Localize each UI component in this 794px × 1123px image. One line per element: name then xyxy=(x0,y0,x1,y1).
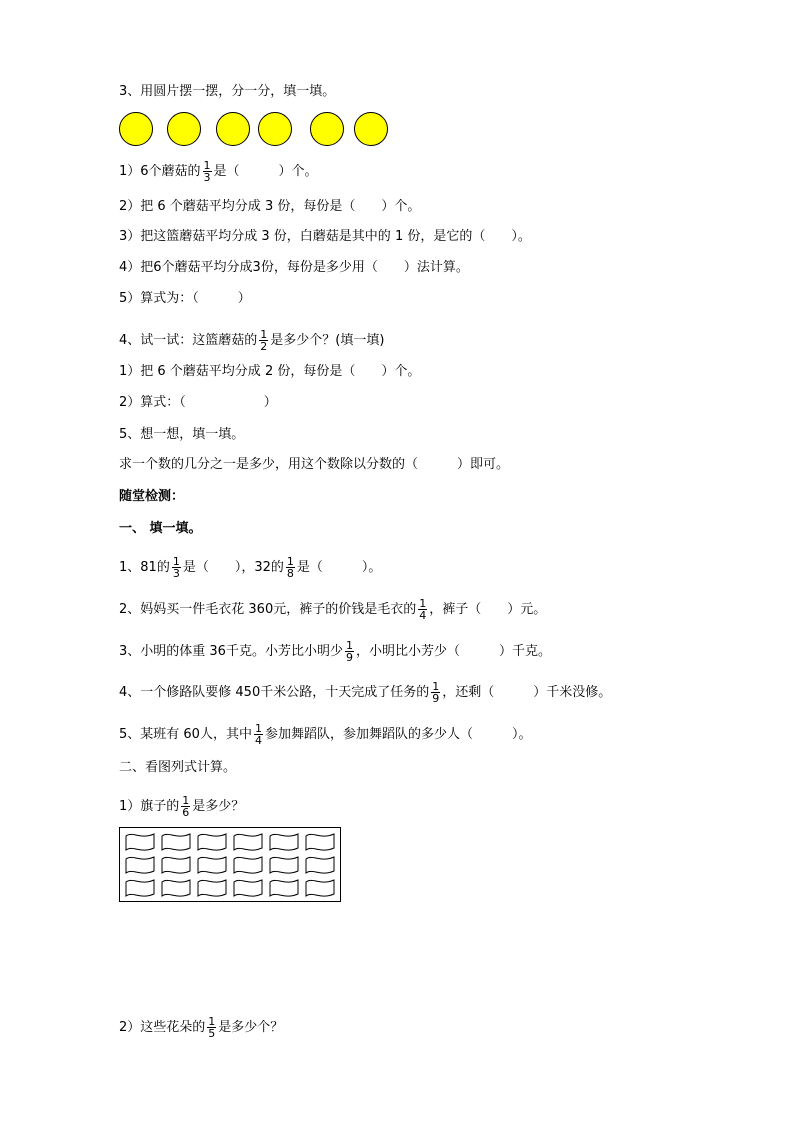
part1-title: 一、 填一填。 xyxy=(119,521,202,536)
circle-chip xyxy=(310,112,344,146)
fraction-denominator: 4 xyxy=(254,734,262,747)
fraction xyxy=(345,640,354,663)
q-text: 4、一个修路队要修 450千米公路，十天完成了任务的 xyxy=(119,685,430,700)
q-text: 是多少？ xyxy=(192,799,245,814)
circle-chip xyxy=(354,112,388,146)
q-text: 是（ ），32的 xyxy=(182,560,284,575)
section3-question-4: 4）把6个蘑菇平均分成3份，每份是多少用（ ）法计算。 xyxy=(119,260,469,275)
fraction-numerator: 1 xyxy=(182,794,190,807)
check-heading: 随堂检测： xyxy=(119,489,185,504)
flag-icon xyxy=(198,880,226,896)
flag-icon xyxy=(198,834,226,850)
fraction-denominator: 8 xyxy=(286,567,294,580)
q-text: 是（ ）。 xyxy=(296,560,382,575)
fraction-numerator: 1 xyxy=(203,159,211,172)
q-text: ，还剩（ ）千米没修。 xyxy=(442,685,612,700)
flag-icon xyxy=(234,834,262,850)
fraction xyxy=(254,723,263,746)
fraction xyxy=(259,329,268,352)
section4-question-1: 1）把 6 个蘑菇平均分成 2 份，每份是（ ）个。 xyxy=(119,364,421,379)
check-problem-1 xyxy=(119,556,381,579)
flags-picture xyxy=(119,827,341,902)
q-text: 是多少个？(填一填) xyxy=(270,333,385,348)
circle-chip xyxy=(216,112,250,146)
fraction xyxy=(207,1016,216,1039)
fraction-denominator: 3 xyxy=(172,567,180,580)
fraction xyxy=(172,556,181,579)
fraction-numerator: 1 xyxy=(208,1015,216,1028)
fraction xyxy=(431,681,440,704)
fraction-numerator: 1 xyxy=(172,555,180,568)
flag-icon xyxy=(162,880,190,896)
q-text: ，小明比小芳少（ ）千克。 xyxy=(355,644,551,659)
flag-icon xyxy=(198,857,226,873)
fraction-denominator: 9 xyxy=(345,651,353,664)
flag-icon xyxy=(126,857,154,873)
fraction-denominator: 5 xyxy=(208,1027,216,1040)
flowers-question xyxy=(119,1016,283,1039)
check-problem-3 xyxy=(119,640,551,663)
flag-icon xyxy=(162,834,190,850)
fraction-denominator: 2 xyxy=(260,340,268,353)
flag-icon xyxy=(234,857,262,873)
flag-icon xyxy=(234,880,262,896)
fraction-numerator: 1 xyxy=(345,639,353,652)
flag-icon xyxy=(126,880,154,896)
fraction-denominator: 9 xyxy=(432,692,440,705)
q-text: 2）这些花朵的 xyxy=(119,1020,206,1035)
q-text: 3、小明的体重 36千克。小芳比小明少 xyxy=(119,644,343,659)
section5-text: 求一个数的几分之一是多少，用这个数除以分数的（ ）即可。 xyxy=(119,457,510,472)
fraction-numerator: 1 xyxy=(254,722,262,735)
q-text: 2、妈妈买一件毛衣花 360元，裤子的价钱是毛衣的 xyxy=(119,602,417,617)
fraction xyxy=(203,160,212,183)
flag-icon xyxy=(306,857,334,873)
q-text: 1）旗子的 xyxy=(119,799,180,814)
flag-icon xyxy=(306,834,334,850)
section3-title: 3、用圆片摆一摆，分一分，填一填。 xyxy=(119,84,336,99)
q-text: 5、某班有 60人，其中 xyxy=(119,727,252,742)
flag-icon xyxy=(270,857,298,873)
section5-title: 5、想一想，填一填。 xyxy=(119,427,245,442)
flags-question xyxy=(119,795,244,818)
q-text: 1）6个蘑菇的 xyxy=(119,164,201,179)
fraction-numerator: 1 xyxy=(419,597,427,610)
section3-question-2: 2）把 6 个蘑菇平均分成 3 份，每份是（ ）个。 xyxy=(119,199,421,214)
fraction xyxy=(286,556,295,579)
flag-icon xyxy=(126,834,154,850)
q-text: ，裤子（ ）元。 xyxy=(429,602,547,617)
section3-question-1 xyxy=(119,160,318,183)
flag-icon xyxy=(270,880,298,896)
fraction-denominator: 3 xyxy=(203,171,211,184)
check-problem-2 xyxy=(119,598,546,621)
q-text: 是多少个？ xyxy=(218,1020,284,1035)
section3-question-5: 5）算式为：（ ） xyxy=(119,291,251,306)
circle-chip xyxy=(119,112,153,146)
circle-chip xyxy=(258,112,292,146)
circle-chip xyxy=(167,112,201,146)
q-text: 1、81的 xyxy=(119,560,170,575)
q-text: 4、试一试：这篮蘑菇的 xyxy=(119,333,258,348)
flag-icon xyxy=(162,857,190,873)
fraction-numerator: 1 xyxy=(432,680,440,693)
fraction xyxy=(418,598,427,621)
part2-title: 二、看图列式计算。 xyxy=(119,760,237,775)
section4-title xyxy=(119,329,384,352)
check-problem-5 xyxy=(119,723,531,746)
q-text: 是（ ）个。 xyxy=(213,164,318,179)
flags-grid xyxy=(120,828,340,901)
flag-icon xyxy=(306,880,334,896)
fraction-numerator: 1 xyxy=(260,328,268,341)
section4-question-2: 2）算式：（ ） xyxy=(119,395,277,410)
fraction-denominator: 6 xyxy=(182,806,190,819)
fraction xyxy=(181,795,190,818)
fraction-numerator: 1 xyxy=(286,555,294,568)
section3-question-3: 3）把这篮蘑菇平均分成 3 份，白蘑菇是其中的 1 份，是它的（ ）。 xyxy=(119,229,531,244)
q-text: 参加舞蹈队，参加舞蹈队的多少人（ ）。 xyxy=(264,727,532,742)
flag-icon xyxy=(270,834,298,850)
check-problem-4 xyxy=(119,681,611,704)
fraction-denominator: 4 xyxy=(419,609,427,622)
